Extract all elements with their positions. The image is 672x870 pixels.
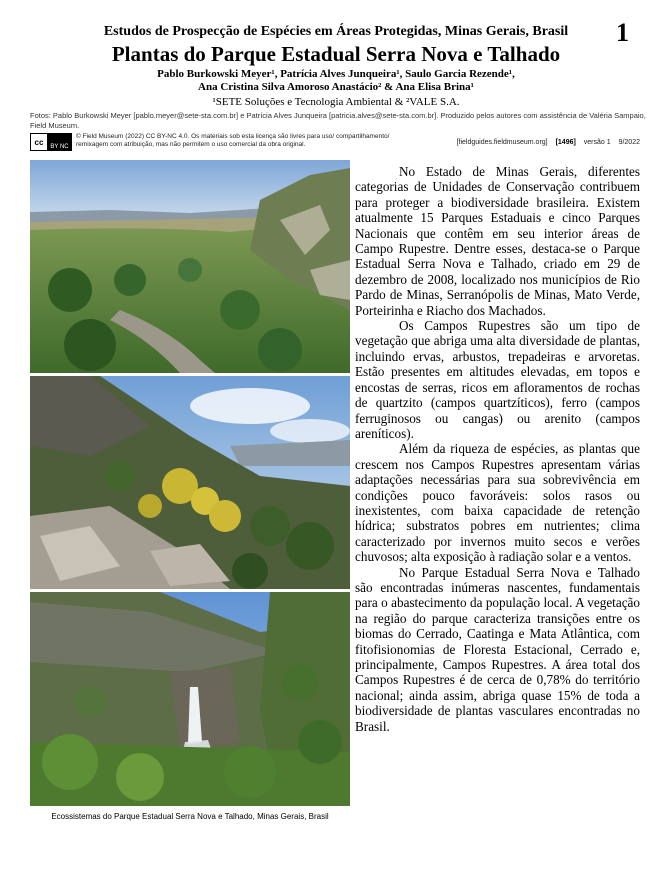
authors-line-2: Ana Cristina Silva Amoroso Anastácio² & Ana Elisa Brina¹ [198, 81, 474, 93]
date: 9/2022 [618, 139, 640, 146]
photo-rocky-slope-image [30, 376, 350, 589]
photo-caption: Ecossistemas do Parque Estadual Serra Nova e Talhado, Minas Gerais, Brasil [51, 812, 329, 821]
photo-rocky-slope [30, 376, 350, 589]
guide-number: [1496] [555, 139, 576, 146]
photo-waterfall-image [30, 592, 350, 806]
guide-title: Plantas do Parque Estadual Serra Nova e Talhado [111, 42, 561, 66]
photo-valley-image [30, 160, 350, 373]
license-row [30, 133, 650, 155]
cc-license-icon [30, 133, 72, 151]
page-number: 1 [616, 18, 629, 47]
authors [0, 68, 672, 94]
license-text: © Field Museum (2022) CC BY-NC 4.0. Os materiais sob esta licença são livres para uso/ compartilhamento/ remixagem com atribuição, mas não permitem o uso comercial da obra original. [76, 133, 390, 148]
affiliations: ¹SETE Soluções e Tecnologia Ambiental & ²VALE S.A. [212, 96, 460, 108]
cc-badge-label: cc [31, 134, 48, 150]
by-nc-badge-label: BY NC [48, 134, 71, 150]
body-text [355, 164, 640, 734]
series-title: Estudos de Prospecção de Espécies em Áreas Protegidas, Minas Gerais, Brasil [103, 24, 569, 39]
site-link[interactable]: [fieldguides.fieldmuseum.org] [456, 139, 548, 146]
authors-line-1: Pablo Burkowski Meyer¹, Patrícia Alves Junqueira¹, Saulo Garcia Rezende¹, [157, 68, 515, 80]
paragraph-1: No Estado de Minas Gerais, diferentes categorias de Unidades de Conservação contribuem para proteger a biodiversidade brasileira. Existem atualmente 15 Parques Estaduais e cinco Parques Nacionais que contêm em seu interior áreas de Campo Rupestre. Dentre esses, destaca-se o Parque Estadual Serra Nova e Talhado, criado em 29 de dezembro de 2008, localizado nos municípios de Rio Pardo de Minas, Serranópolis de Minas, Mato Verde, Porteirinha e Riacho dos Machados. [355, 164, 640, 318]
guide-meta [451, 139, 640, 146]
photo-credits: Fotos: Pablo Burkowski Meyer [pablo.meyer@sete-sta.com.br] e Patrícia Alves Junqueira [patricia.alves@sete-sta.com.br]. Produzido pelos autores com assistência de Valéria Sampaio, Field Museum. [30, 111, 646, 130]
photo-waterfall [30, 592, 350, 806]
version: versão 1 [583, 139, 611, 146]
photo-valley-landscape [30, 160, 350, 373]
paragraph-2: Os Campos Rupestres são um tipo de vegetação que abriga uma alta diversidade de plantas, incluindo ervas, arbustos, trepadeiras e arvoretas. Estão presentes em altitudes elevadas, em topos e encostas de serras, ricos em afloramentos de rochas de quartzito (campos quartzíticos), ferro (campos ferruginosos ou cangas) ou arenito (campos areníticos). [355, 318, 640, 441]
paragraph-4: No Parque Estadual Serra Nova e Talhado são encontradas inúmeras nascentes, fundamentais para o abastecimento da população local. A vegetação na região do parque caracteriza transições entre os biomas do Cerrado, Caatinga e Mata Atlântica, com fitofisionomias de Floresta Estacional, Cerrado e, principalmente, Campos Rupestres. A área total dos Campos Rupestres é de cerca de 0,78% do território nacional; ainda assim, abriga quase 15% de toda a biodiversidade de plantas vasculares encontradas no Brasil. [355, 564, 640, 734]
paragraph-3: Além da riqueza de espécies, as plantas que crescem nos Campos Rupestres apresentam várias adaptações necessárias para sua sobrevivência em condições pouco favoráveis: solos rasos ou inexistentes, com baixa capacidade de retenção hídrica; substratos pobres em nutrientes; clima caracterizado por invernos muito secos e verões chuvosos; alta exposição à radiação solar e a ventos. [355, 441, 640, 565]
